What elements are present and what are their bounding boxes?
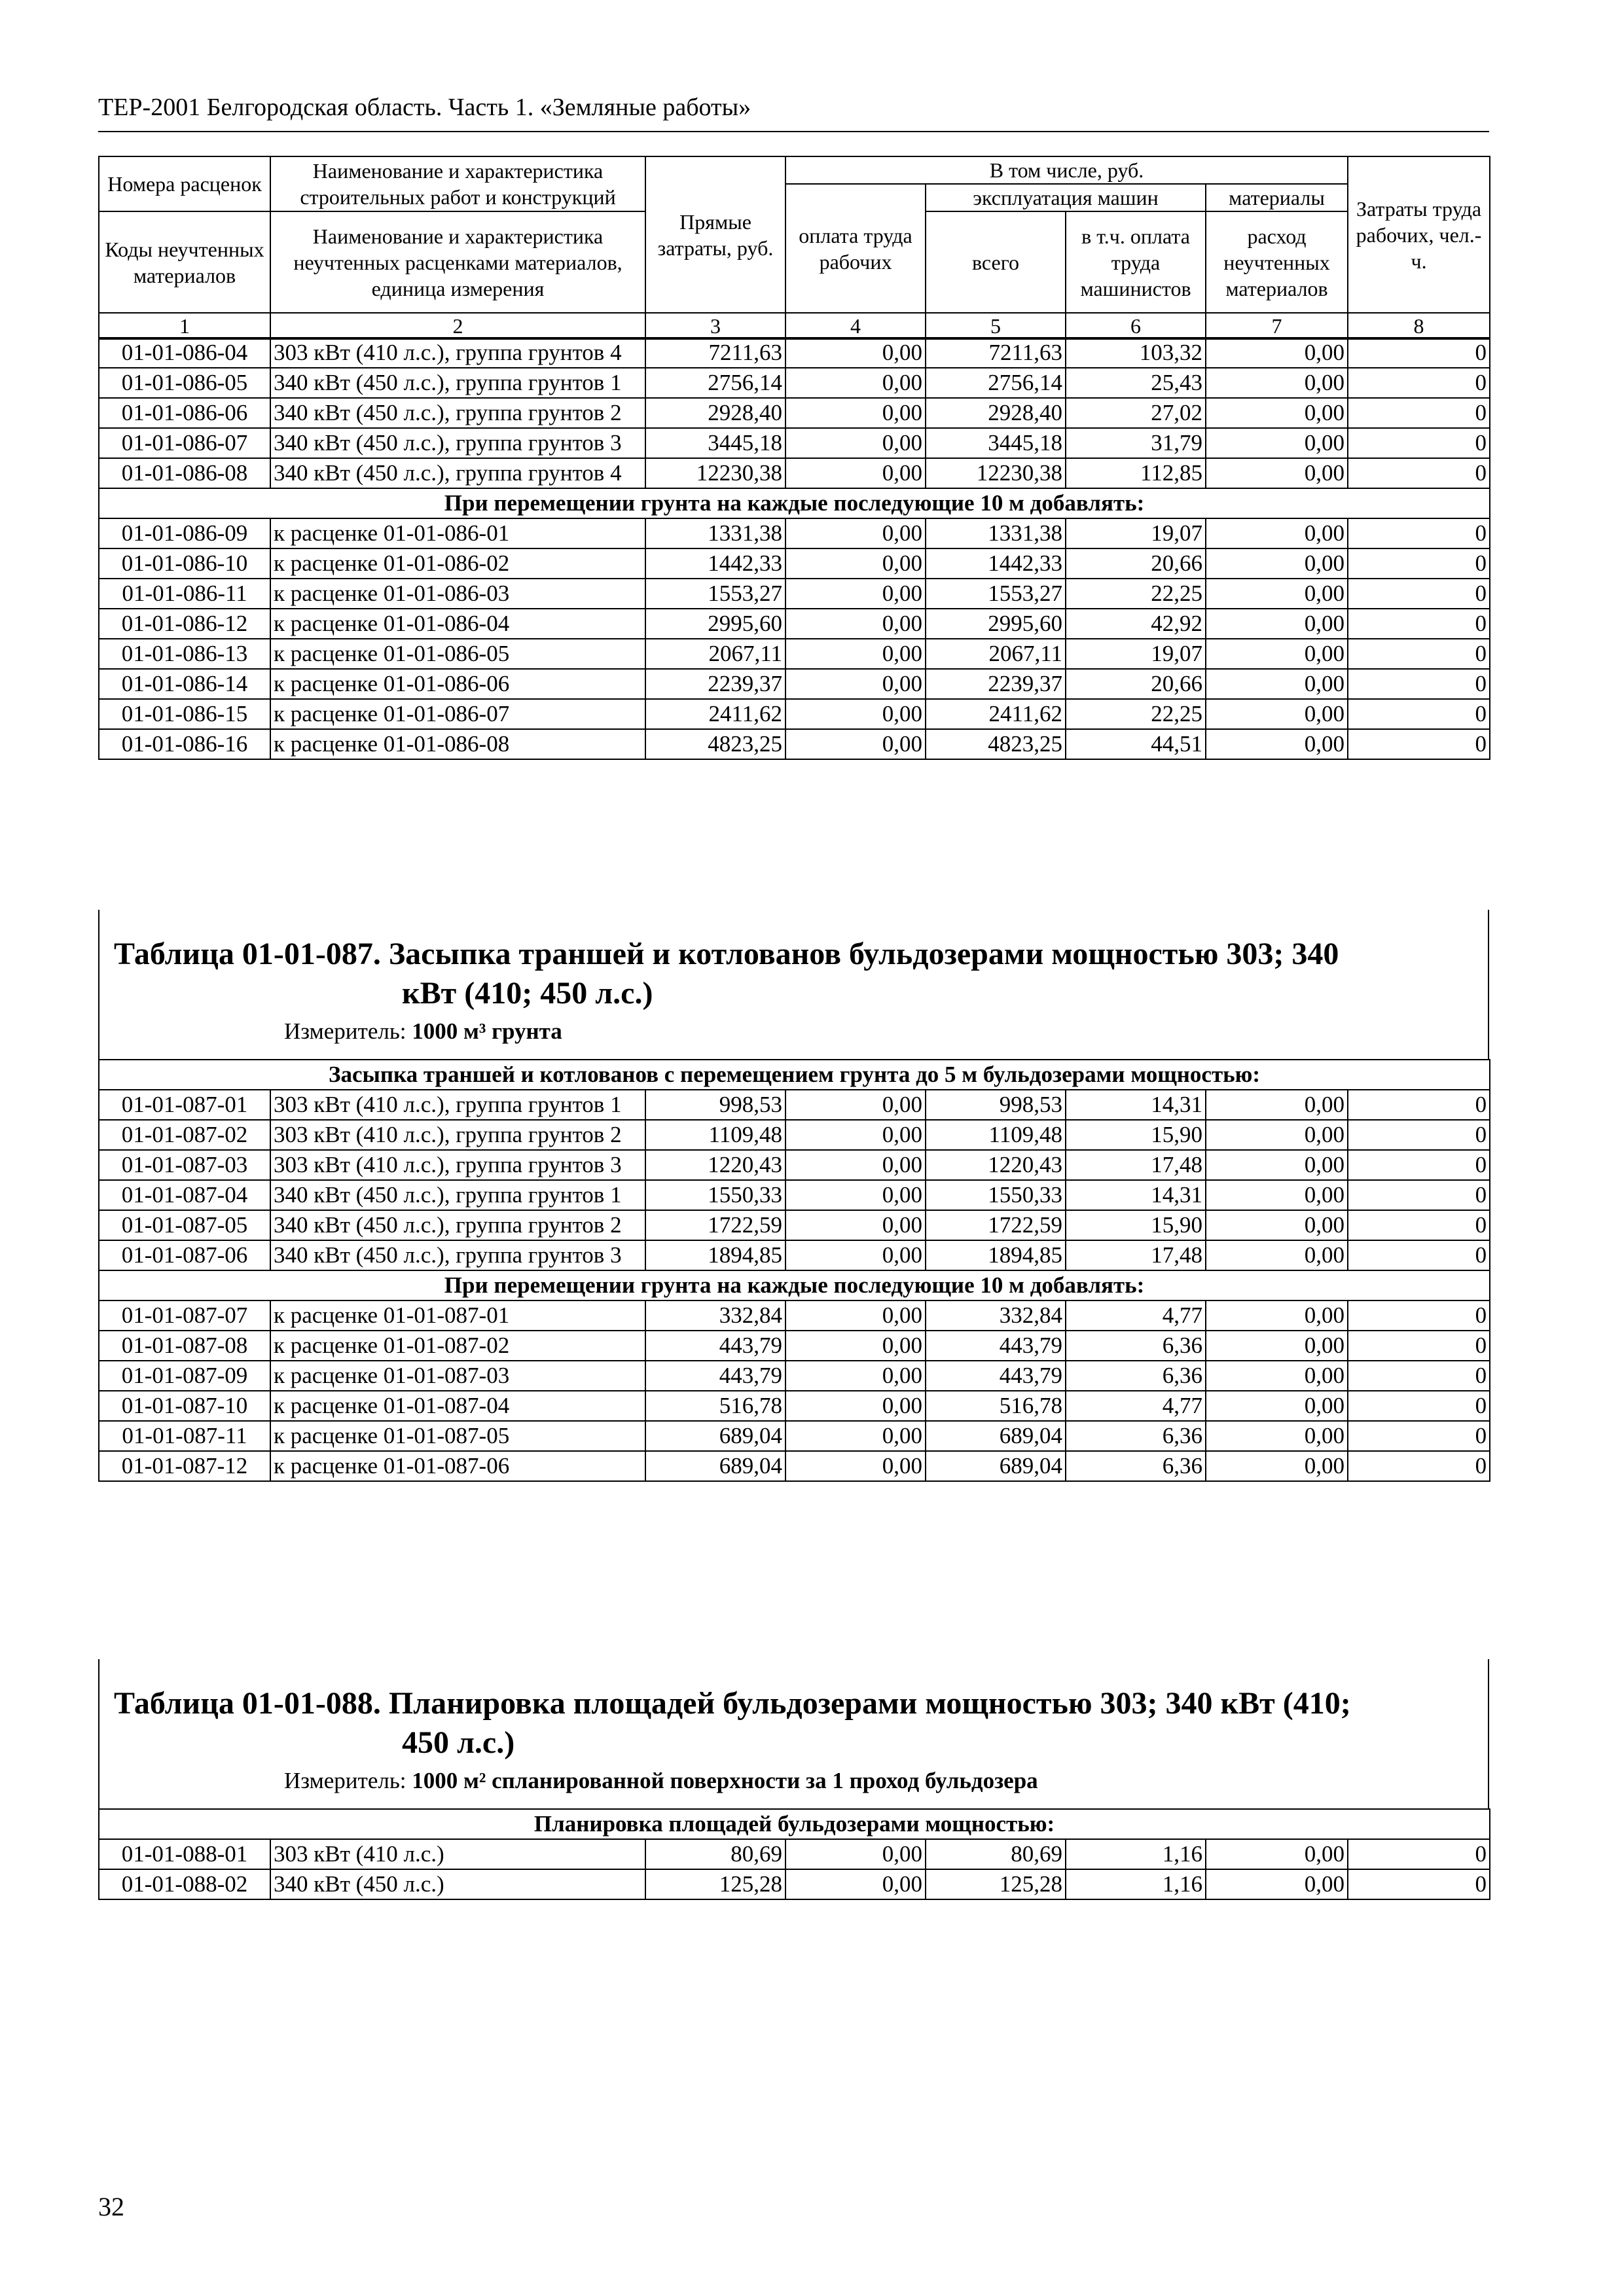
rate-code: 01-01-086-04: [99, 338, 270, 368]
rate-name: к расценке 01-01-086-08: [270, 729, 645, 759]
rate-name: 340 кВт (450 л.с.), группа грунтов 2: [270, 1210, 645, 1240]
material-cost: 0,00: [1206, 1839, 1348, 1869]
table-row: [99, 398, 1490, 428]
rate-name: к расценке 01-01-086-07: [270, 699, 645, 729]
rate-name: к расценке 01-01-087-04: [270, 1391, 645, 1421]
rate-code: 01-01-087-09: [99, 1361, 270, 1391]
material-cost: 0,00: [1206, 1210, 1348, 1240]
rate-name: 303 кВт (410 л.с.), группа грунтов 1: [270, 1090, 645, 1120]
rate-name: 340 кВт (450 л.с.), группа грунтов 1: [270, 368, 645, 398]
labor-cost: 0: [1348, 548, 1490, 579]
machine-cost: 516,78: [926, 1391, 1066, 1421]
rate-code: 01-01-087-06: [99, 1240, 270, 1270]
rate-code: 01-01-087-03: [99, 1150, 270, 1180]
table-row: [99, 1090, 1490, 1120]
rate-code: 01-01-086-12: [99, 609, 270, 639]
machine-cost: 2067,11: [926, 639, 1066, 669]
operator-pay: 103,32: [1066, 338, 1206, 368]
operator-pay: 15,90: [1066, 1210, 1206, 1240]
rate-code: 01-01-087-02: [99, 1120, 270, 1150]
direct-cost: 689,04: [645, 1421, 785, 1451]
operator-pay: 22,25: [1066, 579, 1206, 609]
worker-pay: 0,00: [785, 428, 926, 458]
column-number: 3: [645, 313, 785, 339]
material-cost: 0,00: [1206, 609, 1348, 639]
operator-pay: 14,31: [1066, 1180, 1206, 1210]
machine-cost: 332,84: [926, 1300, 1066, 1331]
table-row: [99, 699, 1490, 729]
worker-pay: 0,00: [785, 1240, 926, 1270]
material-cost: 0,00: [1206, 1331, 1348, 1361]
table-row: [99, 1300, 1490, 1331]
rate-code: 01-01-086-13: [99, 639, 270, 669]
rate-name: 340 кВт (450 л.с.), группа грунтов 3: [270, 428, 645, 458]
table-087-unit: Измеритель: 1000 м³ грунта: [284, 1018, 562, 1044]
worker-pay: 0,00: [785, 548, 926, 579]
operator-pay: 19,07: [1066, 518, 1206, 548]
table-088-title: Таблица 01-01-088. Планировка площадей бульдозерами мощностью 303; 340 кВт (410; 450 л.с.): [114, 1686, 1351, 1760]
table-row: [99, 609, 1490, 639]
table-087-title-block: [98, 910, 1489, 1060]
labor-cost: 0: [1348, 1120, 1490, 1150]
rate-code: 01-01-087-07: [99, 1300, 270, 1331]
table-row: [99, 1331, 1490, 1361]
direct-cost: 1331,38: [645, 518, 785, 548]
table-row: [99, 1180, 1490, 1210]
direct-cost: 516,78: [645, 1391, 785, 1421]
labor-cost: 0: [1348, 1240, 1490, 1270]
labor-cost: 0: [1348, 1869, 1490, 1899]
table-row: [99, 669, 1490, 699]
worker-pay: 0,00: [785, 1120, 926, 1150]
rate-name: к расценке 01-01-086-02: [270, 548, 645, 579]
material-cost: 0,00: [1206, 1421, 1348, 1451]
direct-cost: 2928,40: [645, 398, 785, 428]
labor-cost: 0: [1348, 518, 1490, 548]
material-cost: 0,00: [1206, 428, 1348, 458]
material-cost: 0,00: [1206, 1090, 1348, 1120]
machine-cost: 443,79: [926, 1331, 1066, 1361]
direct-cost: 1550,33: [645, 1180, 785, 1210]
material-names-header: Наименование и характеристика неучтенных расценками материалов, единица измерения: [270, 211, 645, 313]
material-cost: 0,00: [1206, 1361, 1348, 1391]
labor-cost: 0: [1348, 428, 1490, 458]
labor-cost: 0: [1348, 669, 1490, 699]
operator-pay: 19,07: [1066, 639, 1206, 669]
header-rule: [98, 131, 1489, 132]
rate-code: 01-01-086-09: [99, 518, 270, 548]
table-row: [99, 1421, 1490, 1451]
operator-pay: 31,79: [1066, 428, 1206, 458]
section-label-086-extra: При перемещении грунта на каждые последующие 10 м добавлять:: [99, 488, 1490, 518]
worker-pay: 0,00: [785, 398, 926, 428]
worker-pay: 0,00: [785, 699, 926, 729]
table-row: [99, 579, 1490, 609]
worker-pay: 0,00: [785, 1451, 926, 1481]
labor-cost: 0: [1348, 1150, 1490, 1180]
operator-pay: 15,90: [1066, 1120, 1206, 1150]
direct-cost: 2995,60: [645, 609, 785, 639]
rate-code: 01-01-088-02: [99, 1869, 270, 1899]
labor-cost: 0: [1348, 368, 1490, 398]
labor-cost: 0: [1348, 1331, 1490, 1361]
worker-pay: 0,00: [785, 1361, 926, 1391]
table-row: [99, 1451, 1490, 1481]
material-cost: 0,00: [1206, 398, 1348, 428]
direct-cost: 1722,59: [645, 1210, 785, 1240]
rate-name: 303 кВт (410 л.с.), группа грунтов 2: [270, 1120, 645, 1150]
direct-cost: 998,53: [645, 1090, 785, 1120]
material-cost: 0,00: [1206, 729, 1348, 759]
machine-cost: 1722,59: [926, 1210, 1066, 1240]
rate-name: к расценке 01-01-087-05: [270, 1421, 645, 1451]
material-cost: 0,00: [1206, 579, 1348, 609]
rate-code: 01-01-087-04: [99, 1180, 270, 1210]
labor-cost: 0: [1348, 609, 1490, 639]
machine-cost: 4823,25: [926, 729, 1066, 759]
table-row: [99, 548, 1490, 579]
machine-total-header: всего: [926, 211, 1066, 313]
worker-pay: 0,00: [785, 368, 926, 398]
column-number: 2: [270, 313, 645, 339]
rate-name: к расценке 01-01-087-01: [270, 1300, 645, 1331]
rate-code: 01-01-087-01: [99, 1090, 270, 1120]
rate-name: к расценке 01-01-087-06: [270, 1451, 645, 1481]
direct-cost: 689,04: [645, 1451, 785, 1481]
unaccounted-materials-header: расход неучтенных материалов: [1206, 211, 1348, 313]
worker-pay: 0,00: [785, 1331, 926, 1361]
machine-cost: 2928,40: [926, 398, 1066, 428]
rate-code: 01-01-086-15: [99, 699, 270, 729]
operator-pay: 22,25: [1066, 699, 1206, 729]
column-header-table: [98, 156, 1490, 340]
table-row: [99, 1210, 1490, 1240]
machine-cost: 689,04: [926, 1451, 1066, 1481]
table-row: [99, 1391, 1490, 1421]
table-row: [99, 368, 1490, 398]
rate-code: 01-01-086-05: [99, 368, 270, 398]
worker-pay: 0,00: [785, 1839, 926, 1869]
rate-code: 01-01-086-08: [99, 458, 270, 488]
direct-cost: 1553,27: [645, 579, 785, 609]
column-number: 5: [926, 313, 1066, 339]
table-row: [99, 428, 1490, 458]
rate-code: 01-01-087-05: [99, 1210, 270, 1240]
operator-pay: 17,48: [1066, 1150, 1206, 1180]
machine-cost: 1894,85: [926, 1240, 1066, 1270]
labor-cost: 0: [1348, 1451, 1490, 1481]
labor-cost: 0: [1348, 458, 1490, 488]
table-row: [99, 1240, 1490, 1270]
operator-pay: 44,51: [1066, 729, 1206, 759]
material-cost: 0,00: [1206, 639, 1348, 669]
rate-code: 01-01-087-10: [99, 1391, 270, 1421]
column-number: 4: [785, 313, 926, 339]
rate-name: 303 кВт (410 л.с.): [270, 1839, 645, 1869]
machine-cost: 1220,43: [926, 1150, 1066, 1180]
table-086-body: [98, 337, 1490, 760]
direct-cost: 3445,18: [645, 428, 785, 458]
section-label-088: Планировка площадей бульдозерами мощностью:: [99, 1809, 1490, 1839]
worker-pay: 0,00: [785, 518, 926, 548]
table-row: [99, 1839, 1490, 1869]
machine-cost: 2411,62: [926, 699, 1066, 729]
worker-pay: 0,00: [785, 458, 926, 488]
work-name-header: Наименование и характеристика строительных работ и конструкций: [270, 156, 645, 211]
direct-cost: 332,84: [645, 1300, 785, 1331]
operator-pay: 4,77: [1066, 1391, 1206, 1421]
table-row: [99, 1150, 1490, 1180]
direct-costs-header: Прямые затраты, руб.: [645, 156, 785, 313]
direct-cost: 1109,48: [645, 1120, 785, 1150]
direct-cost: 1220,43: [645, 1150, 785, 1180]
labor-cost: 0: [1348, 338, 1490, 368]
table-row: [99, 639, 1490, 669]
labor-cost: 0: [1348, 729, 1490, 759]
direct-cost: 1894,85: [645, 1240, 785, 1270]
machine-cost: 80,69: [926, 1839, 1066, 1869]
labor-cost: 0: [1348, 1391, 1490, 1421]
labor-cost: 0: [1348, 398, 1490, 428]
machine-cost: 2995,60: [926, 609, 1066, 639]
worker-pay: 0,00: [785, 1300, 926, 1331]
direct-cost: 2239,37: [645, 669, 785, 699]
rate-name: к расценке 01-01-086-03: [270, 579, 645, 609]
table-row: [99, 1120, 1490, 1150]
material-cost: 0,00: [1206, 1150, 1348, 1180]
rate-code: 01-01-086-06: [99, 398, 270, 428]
page-header: ТЕР-2001 Белгородская область. Часть 1. «Земляные работы»: [98, 94, 751, 121]
material-cost: 0,00: [1206, 669, 1348, 699]
operator-pay: 17,48: [1066, 1240, 1206, 1270]
rate-name: к расценке 01-01-086-01: [270, 518, 645, 548]
table-087-title: Таблица 01-01-087. Засыпка траншей и котлованов бульдозерами мощностью 303; 340 кВт (410; 450 л.с.): [114, 937, 1339, 1011]
operator-pay: 6,36: [1066, 1451, 1206, 1481]
rate-code: 01-01-086-14: [99, 669, 270, 699]
rate-code: 01-01-086-11: [99, 579, 270, 609]
material-cost: 0,00: [1206, 1300, 1348, 1331]
operator-pay: 1,16: [1066, 1839, 1206, 1869]
direct-cost: 7211,63: [645, 338, 785, 368]
material-cost: 0,00: [1206, 338, 1348, 368]
rate-code: 01-01-087-12: [99, 1451, 270, 1481]
table-088-title-block: [98, 1659, 1489, 1810]
operator-pay: 14,31: [1066, 1090, 1206, 1120]
machine-cost: 443,79: [926, 1361, 1066, 1391]
machine-operation-header: эксплуатация машин: [926, 184, 1206, 211]
labor-cost: 0: [1348, 1210, 1490, 1240]
direct-cost: 80,69: [645, 1839, 785, 1869]
material-cost: 0,00: [1206, 458, 1348, 488]
machine-cost: 2756,14: [926, 368, 1066, 398]
labor-costs-header: Затраты труда рабочих, чел.-ч.: [1348, 156, 1490, 313]
section-label-087-extra: При перемещении грунта на каждые последующие 10 м добавлять:: [99, 1270, 1490, 1300]
column-number: 1: [99, 313, 270, 339]
table-088-body: [98, 1808, 1490, 1900]
worker-pay-header: оплата труда рабочих: [785, 184, 926, 313]
operator-pay: 42,92: [1066, 609, 1206, 639]
column-number: 6: [1066, 313, 1206, 339]
machine-cost: 998,53: [926, 1090, 1066, 1120]
table-row: [99, 1869, 1490, 1899]
worker-pay: 0,00: [785, 639, 926, 669]
rate-name: к расценке 01-01-086-04: [270, 609, 645, 639]
rate-name: 303 кВт (410 л.с.), группа грунтов 3: [270, 1150, 645, 1180]
machine-cost: 12230,38: [926, 458, 1066, 488]
material-cost: 0,00: [1206, 548, 1348, 579]
material-cost: 0,00: [1206, 1391, 1348, 1421]
operator-pay-header: в т.ч. оплата труда машинистов: [1066, 211, 1206, 313]
table-row: [99, 729, 1490, 759]
section-label-087: Засыпка траншей и котлованов с перемещением грунта до 5 м бульдозерами мощностью:: [99, 1060, 1490, 1090]
machine-cost: 1442,33: [926, 548, 1066, 579]
operator-pay: 6,36: [1066, 1421, 1206, 1451]
worker-pay: 0,00: [785, 338, 926, 368]
operator-pay: 27,02: [1066, 398, 1206, 428]
worker-pay: 0,00: [785, 1180, 926, 1210]
worker-pay: 0,00: [785, 1210, 926, 1240]
direct-cost: 2411,62: [645, 699, 785, 729]
worker-pay: 0,00: [785, 669, 926, 699]
material-cost: 0,00: [1206, 1869, 1348, 1899]
machine-cost: 1553,27: [926, 579, 1066, 609]
operator-pay: 20,66: [1066, 548, 1206, 579]
table-088-unit: Измеритель: 1000 м² спланированной поверхности за 1 проход бульдозера: [284, 1768, 1038, 1793]
rate-code: 01-01-086-16: [99, 729, 270, 759]
rate-name: 340 кВт (450 л.с.), группа грунтов 3: [270, 1240, 645, 1270]
rate-name: 340 кВт (450 л.с.), группа грунтов 4: [270, 458, 645, 488]
table-row: [99, 458, 1490, 488]
worker-pay: 0,00: [785, 1150, 926, 1180]
rate-name: к расценке 01-01-086-06: [270, 669, 645, 699]
worker-pay: 0,00: [785, 579, 926, 609]
worker-pay: 0,00: [785, 1421, 926, 1451]
material-cost: 0,00: [1206, 1240, 1348, 1270]
material-codes-header: Коды неучтенных материалов: [99, 211, 270, 313]
worker-pay: 0,00: [785, 729, 926, 759]
labor-cost: 0: [1348, 1300, 1490, 1331]
table-087-body: [98, 1059, 1490, 1482]
direct-cost: 125,28: [645, 1869, 785, 1899]
column-number: 7: [1206, 313, 1348, 339]
rate-code: 01-01-086-07: [99, 428, 270, 458]
machine-cost: 125,28: [926, 1869, 1066, 1899]
rate-code: 01-01-087-08: [99, 1331, 270, 1361]
page-number: 32: [98, 2192, 124, 2221]
machine-cost: 1331,38: [926, 518, 1066, 548]
rate-name: 340 кВт (450 л.с.), группа грунтов 1: [270, 1180, 645, 1210]
table-row: [99, 518, 1490, 548]
machine-cost: 1550,33: [926, 1180, 1066, 1210]
rate-name: 340 кВт (450 л.с.), группа грунтов 2: [270, 398, 645, 428]
rate-name: 303 кВт (410 л.с.), группа грунтов 4: [270, 338, 645, 368]
machine-cost: 7211,63: [926, 338, 1066, 368]
worker-pay: 0,00: [785, 609, 926, 639]
worker-pay: 0,00: [785, 1869, 926, 1899]
labor-cost: 0: [1348, 639, 1490, 669]
operator-pay: 6,36: [1066, 1361, 1206, 1391]
machine-cost: 2239,37: [926, 669, 1066, 699]
table-row: [99, 1361, 1490, 1391]
rate-numbers-header: Номера расценок: [99, 156, 270, 211]
material-cost: 0,00: [1206, 699, 1348, 729]
direct-cost: 2756,14: [645, 368, 785, 398]
machine-cost: 3445,18: [926, 428, 1066, 458]
operator-pay: 112,85: [1066, 458, 1206, 488]
machine-cost: 1109,48: [926, 1120, 1066, 1150]
materials-header: материалы: [1206, 184, 1348, 211]
direct-cost: 4823,25: [645, 729, 785, 759]
direct-cost: 2067,11: [645, 639, 785, 669]
operator-pay: 20,66: [1066, 669, 1206, 699]
direct-cost: 443,79: [645, 1361, 785, 1391]
labor-cost: 0: [1348, 1421, 1490, 1451]
rate-code: 01-01-088-01: [99, 1839, 270, 1869]
direct-cost: 1442,33: [645, 548, 785, 579]
worker-pay: 0,00: [785, 1391, 926, 1421]
material-cost: 0,00: [1206, 1180, 1348, 1210]
material-cost: 0,00: [1206, 518, 1348, 548]
table-row: [99, 338, 1490, 368]
material-cost: 0,00: [1206, 1451, 1348, 1481]
including-header: В том числе, руб.: [785, 156, 1348, 184]
rate-name: к расценке 01-01-086-05: [270, 639, 645, 669]
column-number: 8: [1348, 313, 1490, 339]
labor-cost: 0: [1348, 1361, 1490, 1391]
labor-cost: 0: [1348, 1180, 1490, 1210]
rate-name: к расценке 01-01-087-02: [270, 1331, 645, 1361]
rate-name: к расценке 01-01-087-03: [270, 1361, 645, 1391]
worker-pay: 0,00: [785, 1090, 926, 1120]
operator-pay: 4,77: [1066, 1300, 1206, 1331]
operator-pay: 6,36: [1066, 1331, 1206, 1361]
machine-cost: 689,04: [926, 1421, 1066, 1451]
labor-cost: 0: [1348, 579, 1490, 609]
labor-cost: 0: [1348, 1839, 1490, 1869]
operator-pay: 1,16: [1066, 1869, 1206, 1899]
operator-pay: 25,43: [1066, 368, 1206, 398]
material-cost: 0,00: [1206, 1120, 1348, 1150]
direct-cost: 12230,38: [645, 458, 785, 488]
direct-cost: 443,79: [645, 1331, 785, 1361]
labor-cost: 0: [1348, 1090, 1490, 1120]
rate-name: 340 кВт (450 л.с.): [270, 1869, 645, 1899]
material-cost: 0,00: [1206, 368, 1348, 398]
rate-code: 01-01-086-10: [99, 548, 270, 579]
labor-cost: 0: [1348, 699, 1490, 729]
rate-code: 01-01-087-11: [99, 1421, 270, 1451]
